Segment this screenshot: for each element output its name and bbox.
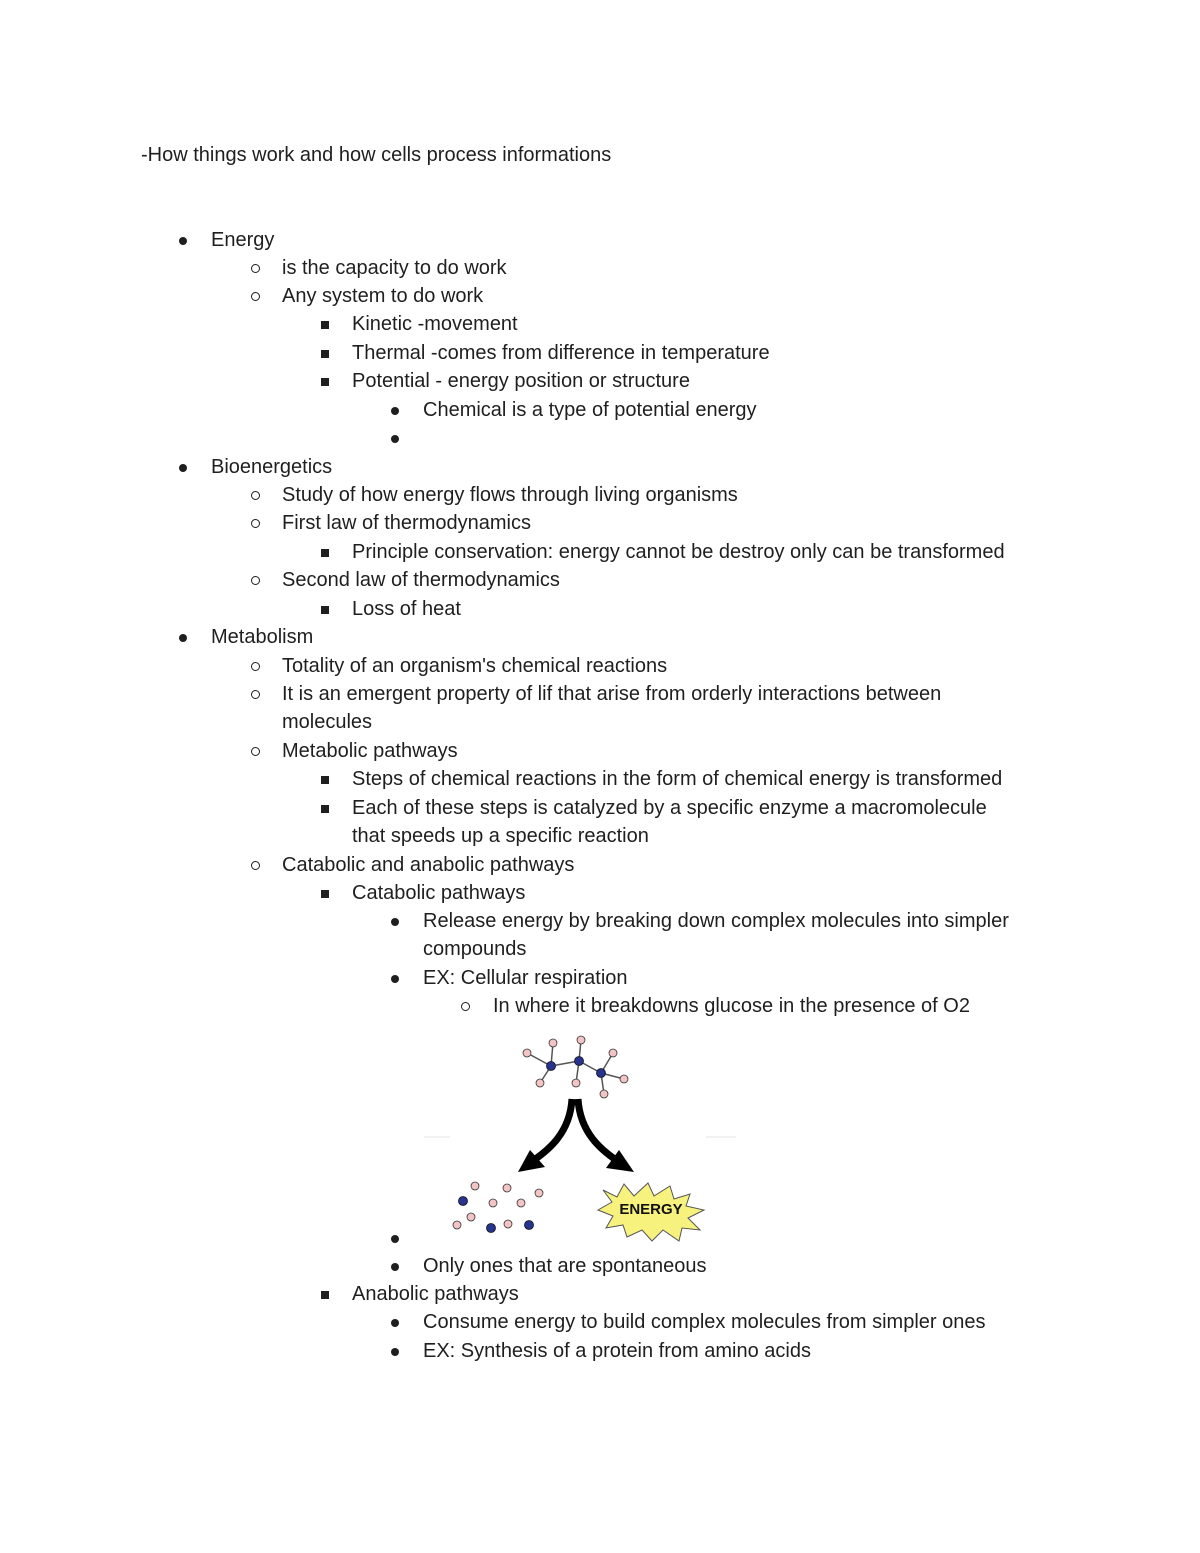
bullet-icon [240,282,270,311]
bullet-icon [310,1280,340,1309]
outline-item-level-1: molecules [282,711,373,733]
outline-item-level-2: that speeds up a specific reaction [352,825,649,847]
bullet-icon [380,964,410,993]
bullet-icon [310,339,340,368]
bullet-icon [310,879,340,908]
energy-burst [598,1183,704,1241]
outline-item-level-1: It is an emergent property of lif that arise from orderly interactions between [282,683,942,705]
outline-item-level-1: Catabolic and anabolic pathways [282,854,575,876]
outline-item-level-0: Bioenergetics [211,456,333,478]
bullet-icon [240,737,270,766]
bullet-icon [240,652,270,681]
catabolism-diagram [420,1032,740,1242]
bullet-icon [310,367,340,396]
outline-item-level-2: Catabolic pathways [352,882,526,904]
outline-item-level-3: EX: Synthesis of a protein from amino acids [423,1340,811,1362]
outline-item-level-1: Metabolic pathways [282,740,458,762]
outline-item-level-3: compounds [423,938,527,960]
outline-item-level-1: Any system to do work [282,285,484,307]
bullet-icon [310,765,340,794]
outline-item-level-1: is the capacity to do work [282,257,507,279]
bullet-icon [240,254,270,283]
bullet-icon [168,226,198,255]
bullet-icon [380,1252,410,1281]
bullet-icon [380,1224,410,1253]
bullet-icon [168,623,198,652]
outline-item-level-2: Thermal -comes from difference in temperature [352,342,770,364]
outline-item-level-0: Energy [211,229,275,251]
bullet-icon [310,595,340,624]
bullet-icon [240,481,270,510]
bullet-icon [380,907,410,936]
page-heading: -How things work and how cells process informations [141,144,612,166]
outline-item-level-3: Only ones that are spontaneous [423,1255,707,1277]
bullet-icon [380,424,410,453]
outline-item-level-2: Loss of heat [352,598,461,620]
bullet-icon [310,310,340,339]
energy-label: ENERGY [619,1201,683,1218]
outline-item-level-2: Steps of chemical reactions in the form of chemical energy is transformed [352,768,1003,790]
outline-item-level-3: Consume energy to build complex molecules from simpler ones [423,1311,986,1333]
bullet-icon [240,566,270,595]
bullet-icon [310,538,340,567]
outline-item-level-2: Potential - energy position or structure [352,370,690,392]
outline-item-level-3: Chemical is a type of potential energy [423,399,757,421]
outline-item-level-1: Second law of thermodynamics [282,569,560,591]
outline-item-level-1: Study of how energy flows through living organisms [282,484,738,506]
bullet-icon [240,851,270,880]
bullet-icon [380,396,410,425]
outline-item-level-4: In where it breakdowns glucose in the presence of O2 [493,995,970,1017]
split-arrow-icon [518,1099,634,1172]
outline-item-level-2: Each of these steps is catalyzed by a specific enzyme a macromolecule [352,797,987,819]
bullet-icon [240,680,270,709]
bullet-icon [310,794,340,823]
outline-item-level-0: Metabolism [211,626,314,648]
bullet-icon [380,1308,410,1337]
outline-item-level-1: First law of thermodynamics [282,512,531,534]
outline-item-level-2: Anabolic pathways [352,1283,519,1305]
bullet-icon [450,992,480,1021]
outline-item-level-3: EX: Cellular respiration [423,967,628,989]
simple-molecules [453,1182,543,1233]
bullet-icon [240,509,270,538]
bullet-icon [380,1337,410,1366]
bullet-icon [168,453,198,482]
outline-item-level-2: Kinetic -movement [352,313,518,335]
outline-item-level-1: Totality of an organism's chemical reactions [282,655,668,677]
outline-item-level-3: Release energy by breaking down complex molecules into simpler [423,910,1009,932]
outline-item-level-2: Principle conservation: energy cannot be destroy only can be transformed [352,541,1005,563]
complex-molecule [523,1036,628,1098]
